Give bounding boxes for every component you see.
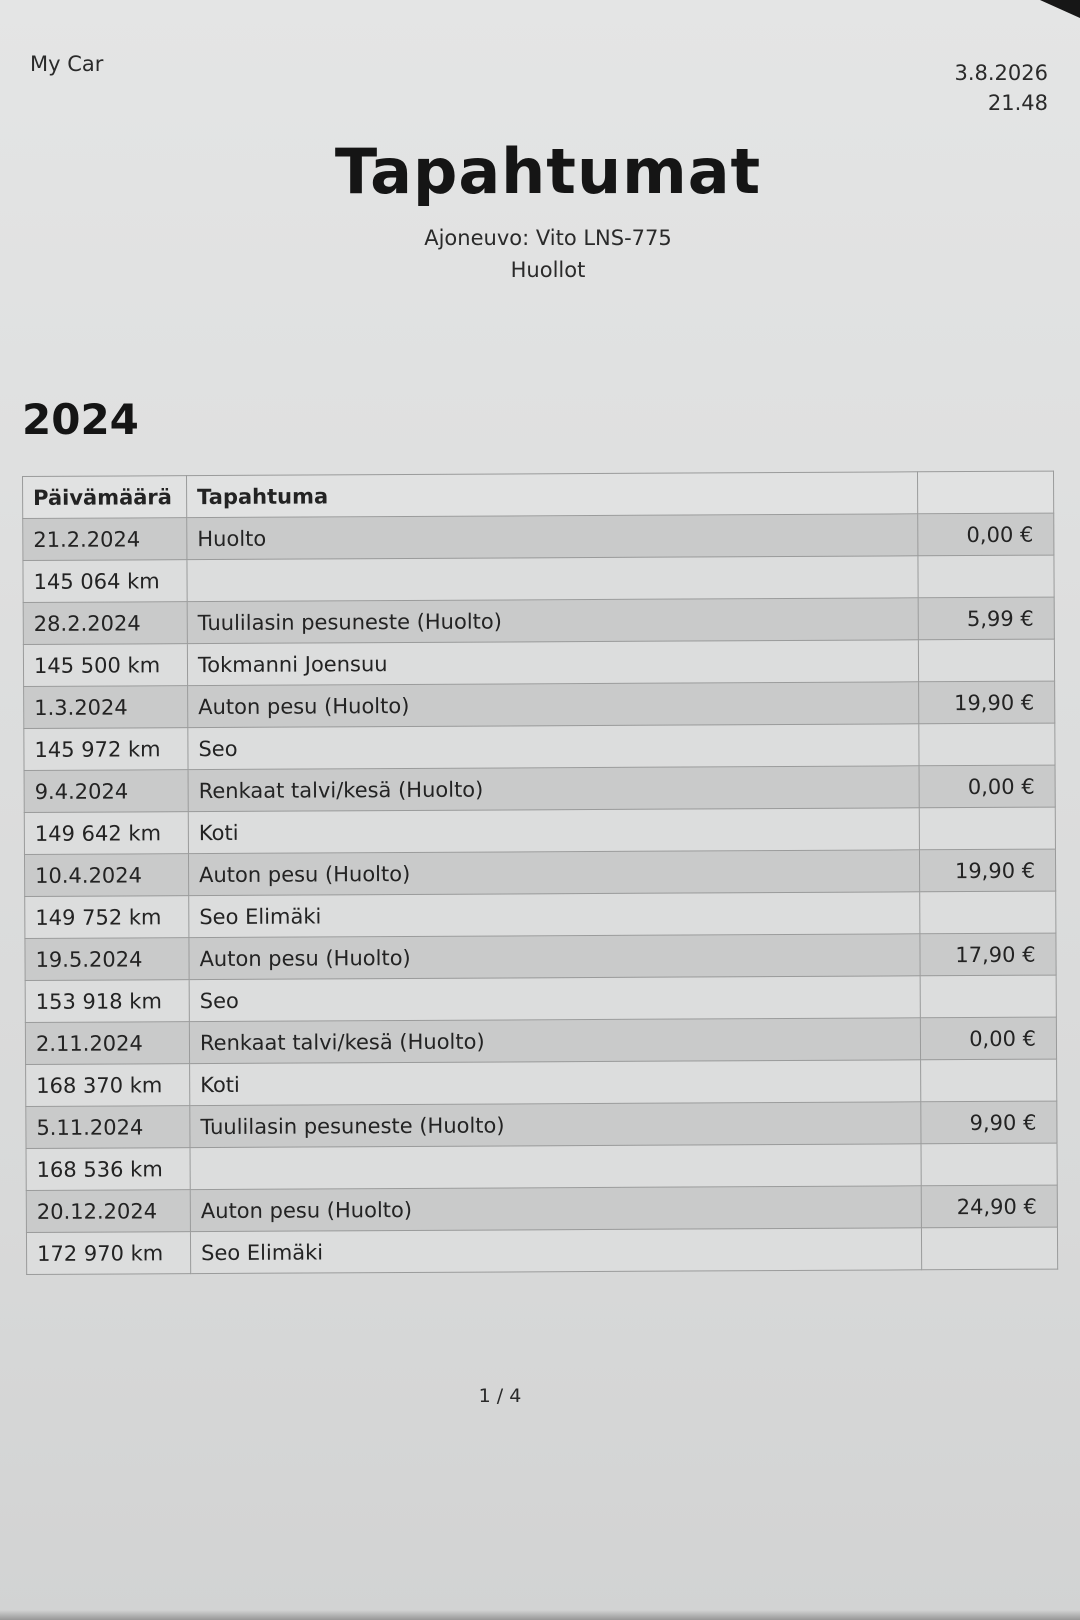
table-row (23, 639, 1054, 686)
print-timestamp (954, 58, 1048, 118)
entry-date: 5.11.2024 (26, 1106, 190, 1149)
entry-odometer: 145 972 km (24, 728, 188, 771)
entry-odometer: 149 642 km (24, 812, 188, 855)
entry-place: Koti (190, 1060, 921, 1106)
entry-date: 10.4.2024 (24, 854, 188, 897)
entry-empty (921, 1143, 1057, 1186)
entry-date: 28.2.2024 (23, 602, 187, 645)
table-row (26, 1059, 1057, 1106)
entry-place: Seo (188, 724, 919, 770)
entry-empty (921, 1227, 1057, 1270)
entry-amount: 24,90 € (921, 1185, 1057, 1228)
table-row (25, 933, 1056, 980)
entry-date: 19.5.2024 (25, 938, 189, 981)
report-title: Tapahtumat (334, 135, 762, 208)
entry-odometer: 153 918 km (25, 980, 189, 1023)
entry-place (187, 556, 918, 602)
events-table (22, 471, 1058, 1275)
table-row (24, 849, 1055, 896)
report-subtitle (0, 222, 1080, 286)
vehicle-label: Ajoneuvo: Vito LNS-775 (424, 226, 672, 250)
category-label: Huollot (510, 258, 586, 282)
entry-date: 9.4.2024 (24, 770, 188, 813)
entry-event: Renkaat talvi/kesä (Huolto) (188, 766, 919, 812)
print-time: 21.48 (987, 91, 1048, 115)
header-amount (917, 471, 1053, 514)
entry-odometer: 172 970 km (26, 1232, 190, 1275)
table-row (24, 807, 1055, 854)
table-row (25, 975, 1056, 1022)
entry-event: Renkaat talvi/kesä (Huolto) (189, 1018, 920, 1064)
entry-empty (921, 1059, 1057, 1102)
entry-event: Tuulilasin pesuneste (Huolto) (190, 1102, 921, 1148)
entry-place: Koti (188, 808, 919, 854)
entry-empty (918, 555, 1054, 598)
table-row (24, 681, 1055, 728)
entry-amount: 9,90 € (921, 1101, 1057, 1144)
entry-date: 2.11.2024 (25, 1022, 189, 1065)
entry-odometer: 145 500 km (23, 644, 187, 687)
table-row (26, 1143, 1057, 1190)
year-heading: 2024 (22, 395, 139, 444)
table-row (26, 1227, 1057, 1274)
entry-date: 21.2.2024 (23, 518, 187, 561)
print-date: 3.8.2026 (954, 61, 1048, 85)
table-row (24, 765, 1055, 812)
table-row (23, 555, 1054, 602)
entry-place (190, 1144, 921, 1190)
page-number: 1 / 4 (478, 1385, 522, 1407)
entry-odometer: 149 752 km (25, 896, 189, 939)
entry-empty (918, 639, 1054, 682)
table-row (25, 891, 1056, 938)
entry-empty (920, 891, 1056, 934)
header-date: Päivämäärä (23, 476, 187, 519)
entry-amount: 19,90 € (919, 849, 1055, 892)
table-row (26, 1185, 1057, 1232)
entry-place: Seo Elimäki (190, 1228, 921, 1274)
entry-amount: 0,00 € (918, 513, 1054, 556)
header-event: Tapahtuma (187, 472, 918, 518)
table-row (23, 597, 1054, 644)
entry-odometer: 168 536 km (26, 1148, 190, 1191)
entry-empty (919, 723, 1055, 766)
table-row (25, 1017, 1056, 1064)
entry-event: Auton pesu (Huolto) (188, 682, 919, 728)
entry-amount: 17,90 € (920, 933, 1056, 976)
entry-odometer: 145 064 km (23, 560, 187, 603)
entry-event: Auton pesu (Huolto) (189, 934, 920, 980)
table-row (24, 723, 1055, 770)
entry-amount: 19,90 € (919, 681, 1055, 724)
entry-amount: 0,00 € (920, 1017, 1056, 1060)
entry-date: 20.12.2024 (26, 1190, 190, 1233)
page-bottom-shadow (0, 1610, 1080, 1620)
entry-odometer: 168 370 km (26, 1064, 190, 1107)
table-row (23, 513, 1054, 560)
entry-place: Seo Elimäki (189, 892, 920, 938)
entry-date: 1.3.2024 (24, 686, 188, 729)
entry-event: Huolto (187, 514, 918, 560)
page-corner-shadow (1040, 0, 1080, 18)
app-name: My Car (30, 52, 104, 76)
entry-event: Auton pesu (Huolto) (188, 850, 919, 896)
entry-place: Seo (189, 976, 920, 1022)
entry-amount: 0,00 € (919, 765, 1055, 808)
entry-amount: 5,99 € (918, 597, 1054, 640)
entry-empty (920, 975, 1056, 1018)
entry-event: Auton pesu (Huolto) (190, 1186, 921, 1232)
entry-empty (919, 807, 1055, 850)
table-header-row (23, 471, 1054, 518)
entry-event: Tuulilasin pesuneste (Huolto) (187, 598, 918, 644)
table-row (26, 1101, 1057, 1148)
entry-place: Tokmanni Joensuu (187, 640, 918, 686)
